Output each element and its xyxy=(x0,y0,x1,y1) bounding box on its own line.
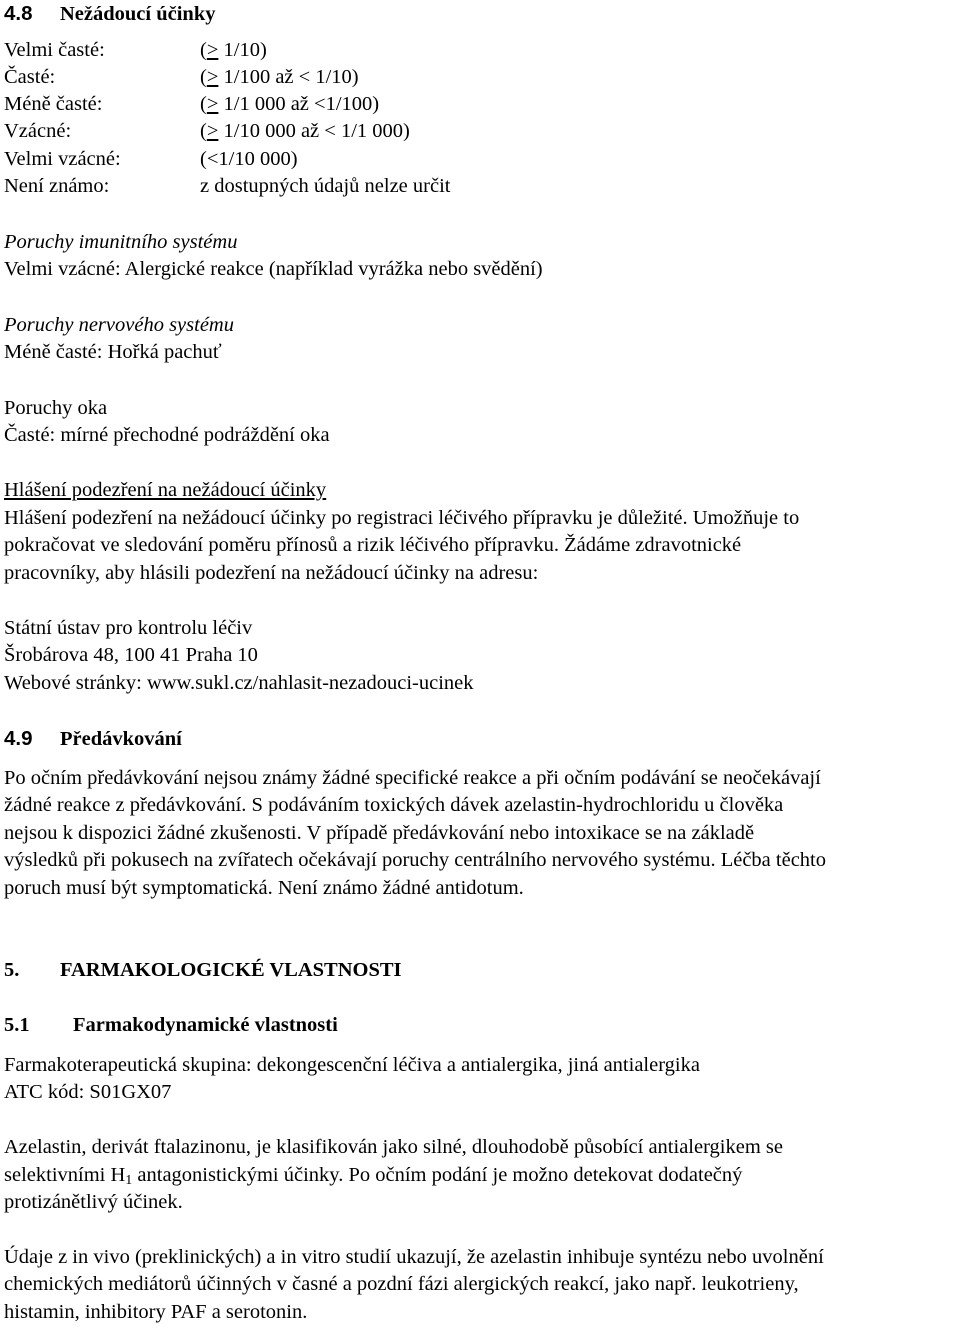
section-number: 5.1 xyxy=(4,1014,30,1036)
freq-label: Není známo: xyxy=(4,175,110,197)
atc-code: ATC kód: S01GX07 xyxy=(4,1081,172,1103)
freq-value: z dostupných údajů nelze určit xyxy=(200,175,451,197)
mechanism-text-line: Azelastin, derivát ftalazinonu, je klasifikován jako silné, dlouhodobě působící antialergikem se xyxy=(4,1136,783,1158)
freq-row: Časté: (> 1/100 až < 1/10) xyxy=(4,64,359,92)
report-text-line: pokračovat ve sledování poměru přínosů a rizik léčivého přípravku. Žádáme zdravotnické xyxy=(4,534,742,556)
address-web: Webové stránky: www.sukl.cz/nahlasit-nezadouci-ucinek xyxy=(4,672,474,694)
freq-label: Velmi časté: xyxy=(4,39,105,61)
freq-label: Velmi vzácné: xyxy=(4,148,121,170)
overdose-text-line: poruch musí být symptomatická. Není známo žádné antidotum. xyxy=(4,877,524,899)
section-title: Farmakodynamické vlastnosti xyxy=(73,1014,338,1036)
soc-text-eye: Časté: mírné přechodné podráždění oka xyxy=(4,424,330,446)
freq-label: Méně časté: xyxy=(4,93,103,115)
section-number: 4.9 xyxy=(4,727,33,750)
mechanism-text-line: protizánětlivý účinek. xyxy=(4,1191,183,1213)
report-text-line: pracovníky, aby hlásili podezření na nežádoucí účinky na adresu: xyxy=(4,562,539,584)
studies-text-line: Údaje z in vivo (preklinických) a in vitro studií ukazují, že azelastin inhibuje syntézu nebo uvolnění xyxy=(4,1246,824,1268)
overdose-text-line: žádné reakce z předávkování. S podáváním toxických dávek azelastin-hydrochloridu u člověka xyxy=(4,794,784,816)
overdose-text-line: výsledků při pokusech na zvířatech očekávají poruchy centrálního nervového systému. Léčba těchto xyxy=(4,849,826,871)
section-4-8-heading xyxy=(4,0,215,29)
report-heading: Hlášení podezření na nežádoucí účinky xyxy=(4,479,327,501)
freq-row xyxy=(4,146,298,174)
overdose-text-line: Po očním předávkování nejsou známy žádné specifické reakce a při očním podávání se neočekávají xyxy=(4,767,821,789)
section-number: 4.8 xyxy=(4,2,33,25)
section-number: 5. xyxy=(4,959,20,981)
ge-symbol: > xyxy=(206,93,219,115)
freq-row: Vzácné: (> 1/10 000 až < 1/1 000) xyxy=(4,118,410,146)
mechanism-text-line: selektivními $H_1$ antagonistickými účinky. Po očním podání je možno detekovat dodatečný xyxy=(4,1164,743,1188)
soc-heading-nervous: Poruchy nervového systému xyxy=(4,314,234,336)
freq-row: Méně časté: (> 1/1 000 až <1/100) xyxy=(4,91,379,119)
section-title: Nežádoucí účinky xyxy=(60,3,216,25)
address-street: Šrobárova 48, 100 41 Praha 10 xyxy=(4,644,258,666)
soc-text-immune: Velmi vzácné: Alergické reakce (například vyrážka nebo svědění) xyxy=(4,258,543,280)
studies-text-line: chemických mediátorů účinných v časné a pozdní fázi alergických reakcí, jako např. leukotrieny, xyxy=(4,1273,799,1295)
ge-symbol: > xyxy=(206,66,219,88)
freq-label: Vzácné: xyxy=(4,120,72,142)
report-text-line: Hlášení podezření na nežádoucí účinky po registraci léčivého přípravku je důležité. Umožňuje to xyxy=(4,507,800,529)
studies-text-line: histamin, inhibitory PAF a serotonin. xyxy=(4,1301,308,1323)
ge-symbol: > xyxy=(206,39,219,61)
section-5-1-heading xyxy=(4,1012,338,1040)
freq-label: Časté: xyxy=(4,66,56,88)
section-4-9-heading xyxy=(4,725,182,754)
freq-row xyxy=(4,173,450,201)
overdose-text-line: nejsou k dispozici žádné zkušenosti. V případě předávkování nebo intoxikace se na základě xyxy=(4,822,755,844)
soc-heading-eye: Poruchy oka xyxy=(4,397,108,419)
ge-symbol: > xyxy=(206,120,219,142)
freq-row: Velmi časté: (> 1/10) xyxy=(4,37,267,65)
section-5-heading xyxy=(4,957,402,985)
freq-value: (<1/10 000) xyxy=(200,148,298,170)
pharmacotherapeutic-group: Farmakoterapeutická skupina: dekongescenční léčiva a antialergika, jiná antialergika xyxy=(4,1054,700,1076)
subscript: 1 xyxy=(125,1173,133,1188)
address-name: Státní ústav pro kontrolu léčiv xyxy=(4,617,253,639)
soc-heading-immune: Poruchy imunitního systému xyxy=(4,231,238,253)
section-title: FARMAKOLOGICKÉ VLASTNOSTI xyxy=(60,959,402,981)
soc-text-nervous: Méně časté: Hořká pachuť xyxy=(4,341,222,363)
section-title: Předávkování xyxy=(60,728,182,750)
